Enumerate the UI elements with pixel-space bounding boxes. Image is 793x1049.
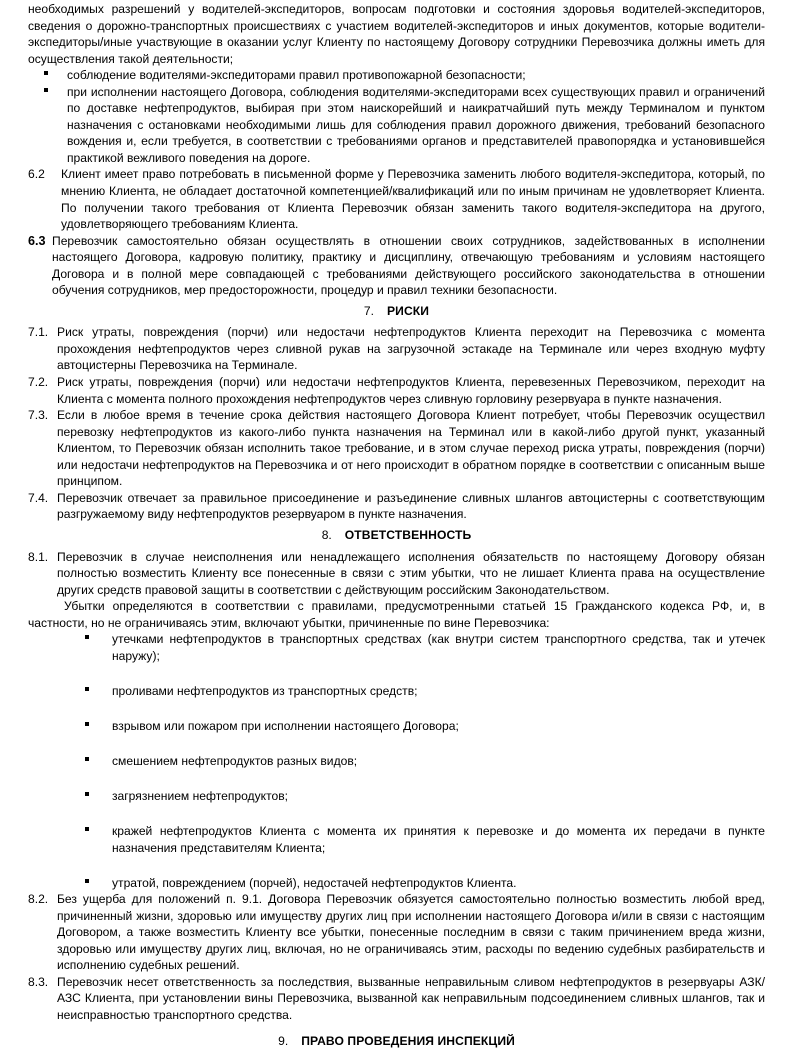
list-item <box>28 753 765 770</box>
subparagraph-8-1: Убытки определяются в соответствии с правилами, предусмотренными статьей 15 Гражданского кодекса РФ, и, в частности, но не ограничиваясь этим, включают убытки, причиненные по вине Перевозчика: <box>28 599 765 630</box>
clause-text: Перевозчик несет ответственность за последствия, вызванные неправильным сливом нефтепродуктов в резервуары АЗК/АЗС Клиента, при установлении вины Перевозчика, вызванной как неправильным подсоединением сливных шлангов, так и неисправностью транспортного средства. <box>57 974 765 1022</box>
clause-text: Клиент имеет право потребовать в письменной форме у Перевозчика заменить любого водителя-экспедитора, который, по мнению Клиента, не обладает достаточной компетенцией/квалификаций или по иным причинам не удовлетворяет Клиента. По получении такого требования от Клиента Перевозчик обязан заменить такого водителя-экспедитора на другого, удовлетворяющего требованиям Клиента. <box>61 167 765 232</box>
square-bullet-icon <box>85 823 112 840</box>
list-item-text: утратой, повреждением (порчей), недостачей нефтепродуктов Клиента. <box>112 875 517 890</box>
list-item-text: утечками нефтепродуктов в транспортных средствах (как внутри систем транспортного средства, так и утечек наружу); <box>112 632 765 663</box>
square-bullet-icon <box>85 683 112 700</box>
list-item-text: смешением нефтепродуктов разных видов; <box>112 753 358 768</box>
section-heading-7 <box>28 299 765 325</box>
section-heading-9 <box>28 1024 765 1049</box>
list-item <box>28 631 765 664</box>
clause-6-2 <box>28 166 765 232</box>
section-heading-8 <box>28 523 765 549</box>
clause-text: Перевозчик отвечает за правильное присоединение и разъединение сливных шлангов автоцистерны с соответствующим разгружаемому виду нефтепродуктов резервуаром в пункте назначения. <box>57 490 765 522</box>
clause-number: 7.2. <box>28 375 49 390</box>
clause-text: Если в любое время в течение срока действия настоящего Договора Клиент потребует, чтобы Перевозчик осуществил перевозку нефтепродуктов из какого-либо пункта назначения на Терминал или в какой-либо другой пункт, указанный Клиентом, то Перевозчик обязан исполнить такое требование, и в этом случае переход риска утраты, повреждения (порчи) или недостачи нефтепродуктов на Перевозчика и от него происходит в обратном порядке в соответствии с описанным выше принципом. <box>57 408 765 489</box>
list-item <box>28 683 765 700</box>
bullet-list-section-6 <box>28 67 765 166</box>
clause-6-3 <box>28 233 765 299</box>
clause-text: Риск утраты, повреждения (порчи) или недостачи нефтепродуктов Клиента переходит на Перевозчика с момента прохождения нефтепродуктов через сливной рукав на загрузочной эстакаде на Терминале или через входную муфту автоцистерны Перевозчика на Терминале. <box>57 325 765 373</box>
continuation-paragraph: необходимых разрешений у водителей-экспедиторов, вопросам подготовки и состояния здоровья водителей-экспедиторов, сведения о дорожно-транспортных происшествиях с участием водителей-экспедиторов и иных документов, которые водители-экспедиторы/иные участвующие в оказании услуг Клиенту по настоящему Договору сотрудники Перевозчика должны иметь для осуществления такой деятельности; <box>28 2 765 66</box>
list-item <box>28 788 765 805</box>
clause-number: 7.4. <box>28 490 49 505</box>
document-body <box>28 0 765 1049</box>
clause-8-1 <box>28 549 765 599</box>
square-bullet-icon <box>44 67 67 84</box>
clause-number: 6.2 <box>28 167 45 182</box>
section-heading-title: РИСКИ <box>387 303 430 318</box>
square-bullet-icon <box>85 753 112 770</box>
clause-text: Риск утраты, повреждения (порчи) или недостачи нефтепродуктов Клиента, перевезенных Перевозчиком, переходит на Клиента с момента полного прохождения нефтепродуктов через сливную горловину резервуара в пункте назначения. <box>57 375 765 406</box>
clause-number: 8.1. <box>28 549 49 564</box>
square-bullet-icon <box>44 84 67 101</box>
list-item <box>28 67 765 84</box>
clause-number: 6.3 <box>28 233 46 248</box>
section-heading-title: ОТВЕТСТВЕННОСТЬ <box>344 527 472 542</box>
list-item <box>28 84 765 167</box>
clause-7-4 <box>28 490 765 523</box>
list-item <box>28 823 765 856</box>
list-item <box>28 718 765 735</box>
section-heading-title: ПРАВО ПРОВЕДЕНИЯ ИНСПЕКЦИЙ <box>301 1033 515 1048</box>
clause-7-3 <box>28 407 765 490</box>
clause-text: Перевозчик самостоятельно обязан осуществлять в отношении своих сотрудников, задействованных в исполнении настоящего Договора, кадровую политику, практику и дисциплину, отвечающую требованиям и условиям настоящего Договора и в полной мере совпадающей с требованиями действующего российского законодательства в отношении обучения сотрудников, мер предосторожности, процедур и правил техники безопасности. <box>52 233 765 298</box>
clause-text: Перевозчик в случае неисполнения или ненадлежащего исполнения обязательств по настоящему Договору обязан полностью возместить Клиенту все понесенные в связи с этим убытки, что не лишает Клиента права на осуществление других средств правовой защиты в соответствии с действующим российским Законодательством. <box>57 549 765 597</box>
section-heading-number: 7. <box>363 303 374 318</box>
list-item-text: соблюдение водителями-экспедиторами правил противопожарной безопасности; <box>67 68 526 83</box>
list-item-text: проливами нефтепродуктов из транспортных средств; <box>112 683 418 698</box>
list-item-text: кражей нефтепродуктов Клиента с момента их принятия к перевозке и до момента их передачи в пункте назначения представителям Клиента; <box>112 824 765 855</box>
square-bullet-icon <box>85 718 112 735</box>
list-item-text: при исполнении настоящего Договора, соблюдения водителями-экспедиторами всех существующих правил и ограничений по доставке нефтепродуктов, выбирая при этом наискорейший и наикратчайший путь между Терминалом и пунктом назначения с остановками необходимыми лишь для соблюдения правил дорожного движения, требований безопасного вождения и, если требуется, в соответствии с требованиями органов и представителей правопорядка и установившейся практикой вежливого поведения на дороге. <box>67 84 765 165</box>
list-item-text: взрывом или пожаром при исполнении настоящего Договора; <box>112 718 459 733</box>
list-item-text: загрязнением нефтепродуктов; <box>112 788 289 803</box>
clause-8-3 <box>28 974 765 1024</box>
clause-number: 7.1. <box>28 325 49 340</box>
clause-number: 8.3. <box>28 974 49 989</box>
section-heading-number: 8. <box>321 527 332 542</box>
square-bullet-icon <box>85 788 112 805</box>
square-bullet-icon <box>85 631 112 648</box>
square-bullet-icon <box>85 875 112 892</box>
clause-number: 7.3. <box>28 408 49 423</box>
clause-8-2 <box>28 891 765 974</box>
section-heading-number: 9. <box>278 1033 289 1048</box>
clause-7-1 <box>28 324 765 374</box>
bullet-list-section-8 <box>28 631 765 891</box>
clause-text: Без ущерба для положений п. 9.1. Договора Перевозчик обязуется самостоятельно полностью возместить любой вред, причиненный жизни, здоровью или имуществу других лиц при исполнении настоящего Договора и/или в связи с настоящим Договором, а также возместить Клиенту все убытки, понесенные последним в связи с таким причинением вреда жизни, здоровью или имуществу других лиц, включая, но не ограничиваясь этим, расходы по ведению судебных разбирательств и исполнению судебных решений. <box>57 892 765 973</box>
clause-number: 8.2. <box>28 892 49 907</box>
clause-7-2 <box>28 374 765 407</box>
list-item <box>28 875 765 892</box>
